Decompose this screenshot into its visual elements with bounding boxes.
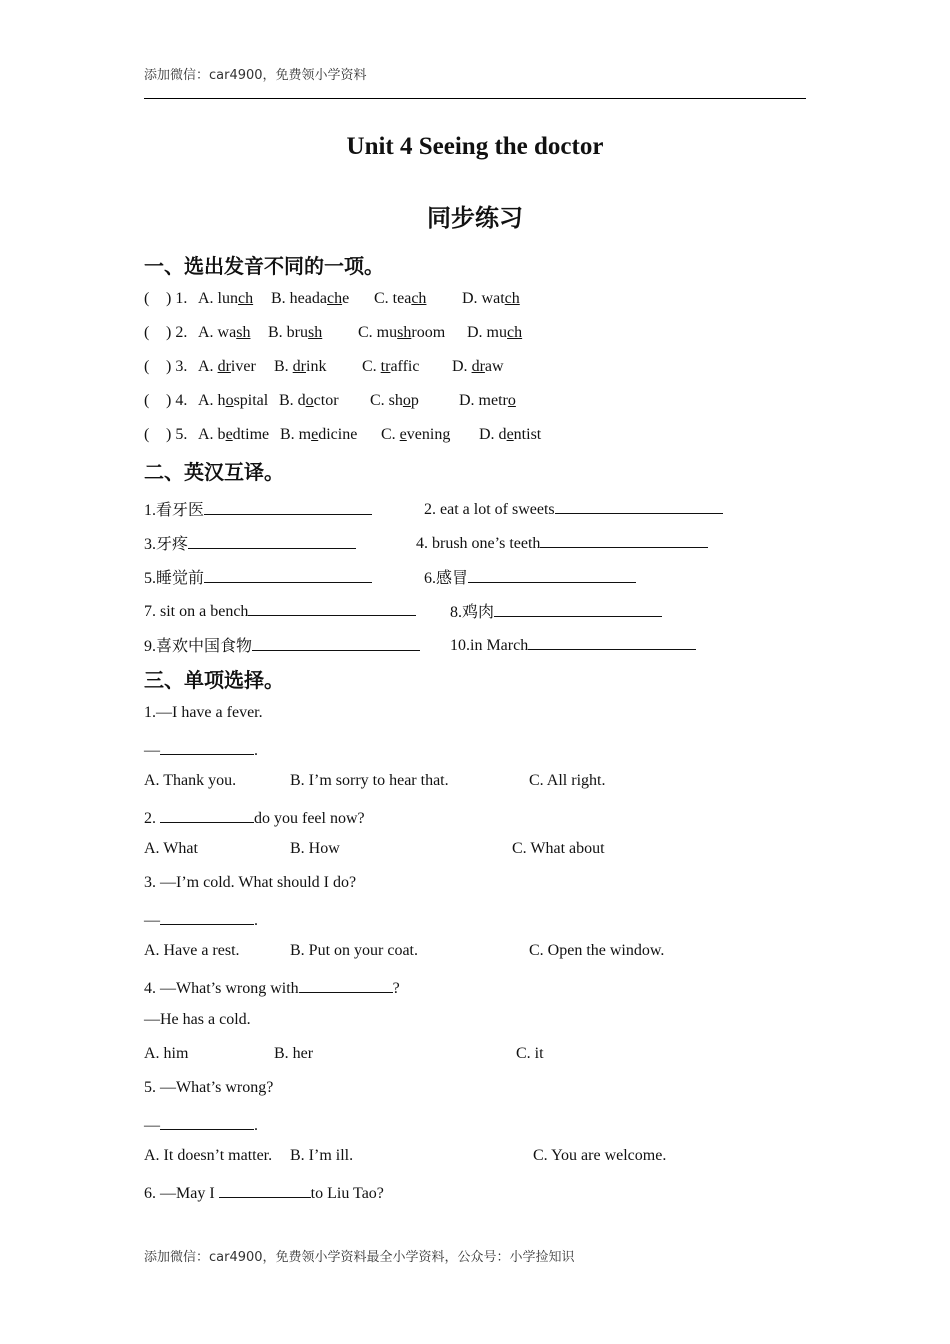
question-5-response: — . bbox=[144, 1113, 258, 1135]
question-5: 5. —What’s wrong? bbox=[144, 1079, 274, 1096]
page-header: 添加微信：car4900，免费领小学资料 bbox=[144, 68, 367, 83]
underlined-sound: ch bbox=[238, 290, 254, 307]
answer-blank[interactable] bbox=[204, 566, 372, 583]
option-c: C. evening bbox=[381, 426, 451, 443]
section2-heading: 二、英汉互译。 bbox=[144, 460, 284, 484]
underlined-sound: o bbox=[225, 392, 234, 409]
answer-blank[interactable] bbox=[219, 1181, 311, 1198]
option-a: A. hospital bbox=[198, 392, 269, 409]
answer-bracket[interactable]: ( bbox=[144, 392, 150, 409]
question-4-option-c: C. it bbox=[516, 1045, 544, 1062]
translation-item-5: 5.睡觉前 bbox=[144, 565, 372, 588]
option-c: C. teach bbox=[374, 290, 427, 307]
underlined-sound: sh bbox=[308, 324, 323, 341]
header-divider bbox=[144, 98, 806, 99]
page-footer: 添加微信：car4900，免费领小学资料最全小学资料，公众号：小学捡知识 bbox=[144, 1250, 575, 1265]
option-c: C. traffic bbox=[362, 358, 420, 375]
question-4-option-a: A. him bbox=[144, 1045, 189, 1062]
question-3-option-b: B. Put on your coat. bbox=[290, 942, 418, 959]
option-a: A. driver bbox=[198, 358, 256, 375]
question-6: 6. —May I to Liu Tao? bbox=[144, 1181, 384, 1203]
question-5-option-c: C. You are welcome. bbox=[533, 1147, 667, 1164]
underlined-sound: e bbox=[399, 426, 407, 443]
question-2-option-c: C. What about bbox=[512, 840, 605, 857]
translation-item-9: 9.喜欢中国食物 bbox=[144, 633, 420, 656]
underlined-sound: o bbox=[507, 392, 516, 409]
answer-bracket[interactable]: ( bbox=[144, 358, 150, 375]
question-1-option-b: B. I’m sorry to hear that. bbox=[290, 772, 449, 789]
question-3-option-c: C. Open the window. bbox=[529, 942, 665, 959]
answer-blank[interactable] bbox=[160, 908, 254, 925]
question-1-option-c: C. All right. bbox=[529, 772, 606, 789]
answer-blank[interactable] bbox=[528, 633, 696, 650]
question-5-option-b: B. I’m ill. bbox=[290, 1147, 354, 1164]
translation-item-4: 4. brush one’s teeth bbox=[416, 531, 708, 553]
option-d: D. metro bbox=[459, 392, 516, 409]
section1-heading: 一、选出发音不同的一项。 bbox=[144, 254, 384, 278]
answer-bracket[interactable]: ( bbox=[144, 324, 150, 341]
option-b: B. doctor bbox=[279, 392, 339, 409]
underlined-sound: dr bbox=[292, 358, 306, 375]
answer-blank[interactable] bbox=[188, 532, 356, 549]
translation-item-8: 8.鸡肉 bbox=[450, 599, 662, 622]
option-b: B. medicine bbox=[280, 426, 358, 443]
option-c: C. mushroom bbox=[358, 324, 446, 341]
translation-item-2: 2. eat a lot of sweets bbox=[424, 497, 723, 519]
option-b: B. headache bbox=[271, 290, 350, 307]
question-number: ) 4. bbox=[166, 392, 188, 409]
option-c: C. shop bbox=[370, 392, 419, 409]
underlined-sound: ch bbox=[507, 324, 523, 341]
underlined-sound: o bbox=[305, 392, 314, 409]
underlined-sound: tr bbox=[380, 358, 391, 375]
underlined-sound: dr bbox=[471, 358, 485, 375]
question-3-response: — . bbox=[144, 908, 258, 930]
answer-blank[interactable] bbox=[555, 497, 723, 514]
answer-blank[interactable] bbox=[468, 566, 636, 583]
option-d: D. much bbox=[467, 324, 523, 341]
underlined-sound: sh bbox=[236, 324, 251, 341]
underlined-sound: e bbox=[311, 426, 319, 443]
translation-item-6: 6.感冒 bbox=[424, 565, 636, 588]
translation-item-7: 7. sit on a bench bbox=[144, 599, 416, 621]
question-1: 1.—I have a fever. bbox=[144, 704, 263, 721]
underlined-sound: ch bbox=[326, 290, 343, 307]
option-a: A. wash bbox=[198, 324, 251, 341]
translation-item-3: 3.牙疼 bbox=[144, 531, 356, 554]
answer-bracket[interactable]: ( bbox=[144, 426, 150, 443]
underlined-sound: sh bbox=[397, 324, 412, 341]
underlined-sound: e bbox=[506, 426, 514, 443]
answer-blank[interactable] bbox=[299, 976, 393, 993]
question-number: ) 5. bbox=[166, 426, 188, 443]
page-subtitle: 同步练习 bbox=[427, 204, 523, 232]
answer-blank[interactable] bbox=[204, 498, 372, 515]
translation-item-1: 1.看牙医 bbox=[144, 497, 372, 520]
question-number: ) 3. bbox=[166, 358, 188, 375]
answer-blank[interactable] bbox=[248, 599, 416, 616]
answer-blank[interactable] bbox=[160, 806, 254, 823]
option-d: D. watch bbox=[462, 290, 520, 307]
answer-bracket[interactable]: ( bbox=[144, 290, 150, 307]
underlined-sound: e bbox=[225, 426, 233, 443]
answer-blank[interactable] bbox=[160, 738, 254, 755]
question-2-option-a: A. What bbox=[144, 840, 198, 857]
answer-blank[interactable] bbox=[494, 600, 662, 617]
question-2: 2. do you feel now? bbox=[144, 806, 365, 828]
answer-blank[interactable] bbox=[540, 531, 708, 548]
question-1-option-a: A. Thank you. bbox=[144, 772, 237, 789]
question-4: 4. —What’s wrong with ? bbox=[144, 976, 400, 998]
option-a: A. bedtime bbox=[198, 426, 270, 443]
question-3-option-a: A. Have a rest. bbox=[144, 942, 240, 959]
underlined-sound: dr bbox=[217, 358, 231, 375]
underlined-sound: o bbox=[402, 392, 411, 409]
option-d: D. draw bbox=[452, 358, 504, 375]
question-4-option-b: B. her bbox=[274, 1045, 314, 1062]
question-1-response: — . bbox=[144, 738, 258, 760]
underlined-sound: ch bbox=[504, 290, 520, 307]
question-5-option-a: A. It doesn’t matter. bbox=[144, 1147, 273, 1164]
option-d: D. dentist bbox=[479, 426, 542, 443]
answer-blank[interactable] bbox=[252, 634, 420, 651]
answer-blank[interactable] bbox=[160, 1113, 254, 1130]
question-2-option-b: B. How bbox=[290, 840, 340, 857]
translation-item-10: 10.in March bbox=[450, 633, 696, 655]
question-number: ) 2. bbox=[166, 324, 188, 341]
option-a: A. lunch bbox=[198, 290, 254, 307]
question-number: ) 1. bbox=[166, 290, 188, 307]
question-3: 3. —I’m cold. What should I do? bbox=[144, 874, 357, 891]
underlined-sound: ch bbox=[411, 290, 427, 307]
question-4-response: —He has a cold. bbox=[144, 1011, 251, 1028]
section3-heading: 三、单项选择。 bbox=[144, 668, 284, 692]
option-b: B. drink bbox=[274, 358, 327, 375]
page-title: Unit 4 Seeing the doctor bbox=[346, 133, 604, 160]
option-b: B. brush bbox=[268, 324, 323, 341]
